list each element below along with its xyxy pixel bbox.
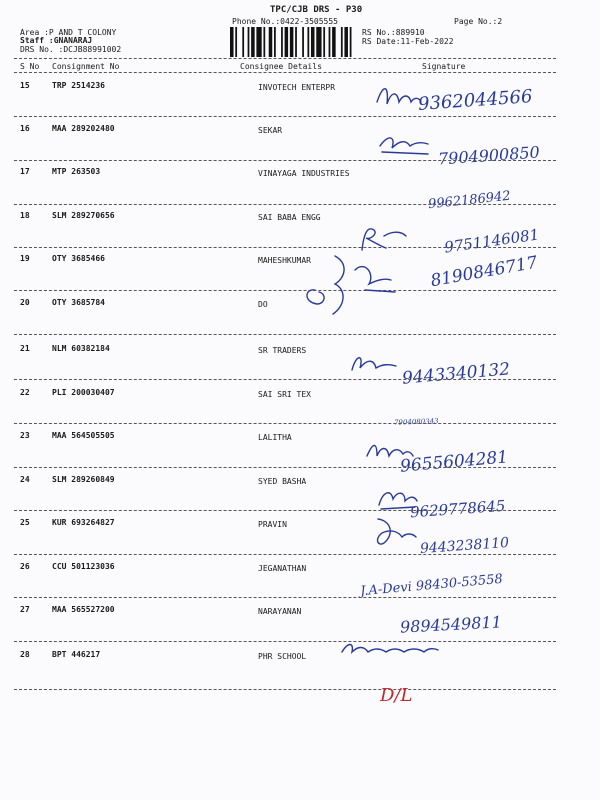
row-consignee: DO — [258, 300, 268, 309]
divider — [14, 334, 556, 335]
page-number: Page No.:2 — [454, 17, 503, 26]
row-consignee: JEGANATHAN — [258, 564, 307, 573]
divider — [14, 204, 556, 205]
divider — [14, 641, 556, 642]
barcode-icon — [230, 27, 355, 57]
rs-number: RS No.:889910 — [362, 28, 425, 37]
col-consignment: Consignment No — [52, 62, 120, 71]
signature-scribble-icon — [378, 130, 430, 156]
row-consignment-no: MAA 565527200 — [52, 605, 115, 614]
row-sno: 23 — [20, 431, 30, 440]
row-consignment-no: MAA 564505505 — [52, 431, 115, 440]
row-consignment-no: OTY 3685466 — [52, 254, 105, 263]
divider — [14, 467, 556, 468]
row-consignee: SR TRADERS — [258, 346, 307, 355]
row-sno: 28 — [20, 650, 30, 659]
row-consignee: PHR SCHOOL — [258, 652, 307, 661]
row-consignee: LALITHA — [258, 433, 292, 442]
row-consignment-no: TRP 2514236 — [52, 81, 105, 90]
divider — [14, 247, 556, 248]
divider — [14, 510, 556, 511]
drs-number: DRS No. :DCJB88991002 — [20, 45, 122, 54]
row-consignee: SYED BASHA — [258, 477, 307, 486]
row-consignment-no: BPT 446217 — [52, 650, 101, 659]
row-signature: 9751146081 — [443, 225, 541, 257]
row-sno: 24 — [20, 475, 30, 484]
sheet-title: TPC/CJB DRS - P30 — [270, 5, 363, 15]
divider — [14, 379, 556, 380]
col-sno: S No — [20, 62, 40, 71]
row-signature: 8190846717 — [429, 252, 540, 292]
row-consignee: NARAYANAN — [258, 607, 302, 616]
row-sno: 21 — [20, 344, 30, 353]
signature-scribble-icon — [340, 638, 440, 660]
row-sno: 19 — [20, 254, 30, 263]
signature-scribble-icon — [368, 515, 418, 559]
row-signature: 9655604281 — [399, 447, 509, 477]
staff-label: Staff :GNANARAJ — [20, 36, 93, 45]
row-sno: 27 — [20, 605, 30, 614]
row-sno: 18 — [20, 211, 30, 220]
row-consignee: SAI BABA ENGG — [258, 213, 321, 222]
row-consignee: VINAYAGA INDUSTRIES — [258, 169, 350, 178]
signature-scribble-icon — [375, 82, 423, 112]
divider — [14, 58, 556, 59]
row-signature: 9962186942 — [427, 188, 512, 213]
row-consignment-no: SLM 289270656 — [52, 211, 115, 220]
row-signature: 9443340132 — [401, 359, 511, 389]
row-signature: 7904080343 — [393, 417, 439, 427]
delivered-stamp: D/L — [380, 685, 413, 706]
row-signature: 9629778645 — [409, 496, 506, 522]
divider — [14, 116, 556, 117]
row-consignee: INVOTECH ENTERPR — [258, 83, 336, 92]
divider — [14, 597, 556, 598]
row-consignment-no: OTY 3685784 — [52, 298, 105, 307]
row-sno: 22 — [20, 388, 30, 397]
row-consignee: SEKAR — [258, 126, 283, 135]
row-consignment-no: CCU 501123036 — [52, 562, 115, 571]
row-signature: 9894549811 — [399, 612, 503, 637]
divider — [14, 554, 556, 555]
row-signature: J.A-Devi 98430-53558 — [359, 571, 504, 600]
divider — [14, 290, 556, 291]
row-consignee: SAI SRI TEX — [258, 390, 311, 399]
row-sno: 16 — [20, 124, 30, 133]
rs-date: RS Date:11-Feb-2022 — [362, 37, 454, 46]
signature-scribble-icon — [350, 350, 400, 376]
row-sno: 26 — [20, 562, 30, 571]
phone-number: Phone No.:0422-3505555 — [232, 17, 338, 26]
row-consignment-no: PLI 200030407 — [52, 388, 115, 397]
divider — [14, 689, 556, 690]
row-consignment-no: SLM 289260849 — [52, 475, 115, 484]
row-sno: 15 — [20, 81, 30, 90]
signature-scribble-icon — [375, 485, 419, 511]
row-signature: 9443238110 — [419, 534, 510, 558]
divider — [14, 423, 556, 424]
row-consignment-no: KUR 693264827 — [52, 518, 115, 527]
row-signature: 9362044566 — [417, 86, 534, 115]
row-sno: 20 — [20, 298, 30, 307]
signature-scribble-icon — [365, 438, 415, 464]
row-consignment-no: MTP 263503 — [52, 167, 101, 176]
col-signature: Signature — [422, 62, 466, 71]
row-signature: 7904900850 — [437, 142, 541, 169]
row-consignee: MAHESHKUMAR — [258, 256, 311, 265]
signature-scribble-icon — [295, 250, 415, 320]
col-consignee: Consignee Details — [240, 62, 322, 71]
divider — [14, 160, 556, 161]
row-consignee: PRAVIN — [258, 520, 287, 529]
row-sno: 17 — [20, 167, 30, 176]
row-consignment-no: NLM 60382184 — [52, 344, 110, 353]
area-label: Area :P AND T COLONY — [20, 28, 117, 37]
row-sno: 25 — [20, 518, 30, 527]
divider — [14, 72, 556, 73]
row-consignment-no: MAA 289202480 — [52, 124, 115, 133]
